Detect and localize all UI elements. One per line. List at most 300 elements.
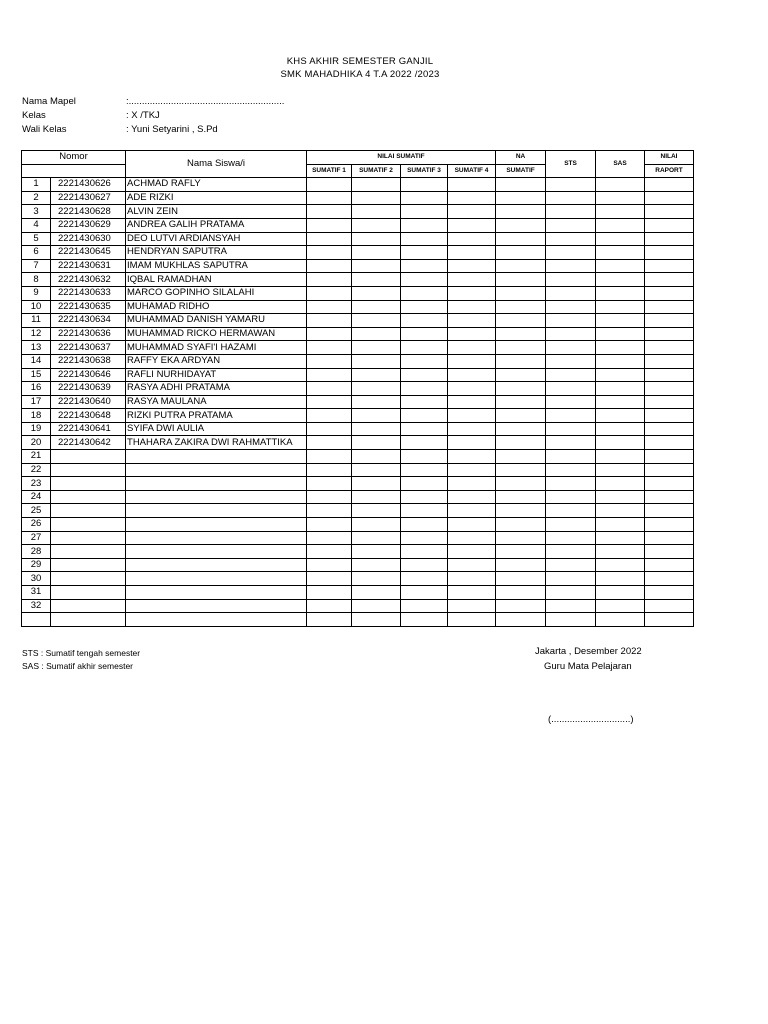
table-row — [22, 205, 694, 219]
na-sumatif-cell — [496, 531, 546, 545]
na-sumatif-cell — [496, 599, 546, 613]
sts-cell — [546, 382, 596, 396]
sts-cell — [546, 558, 596, 572]
signature-name-placeholder: (..............................) — [548, 714, 634, 725]
na-sumatif-cell — [496, 463, 546, 477]
sumatif-4-cell — [448, 558, 496, 572]
student-name: ADE RIZKI — [126, 191, 307, 205]
sumatif-4-cell — [448, 382, 496, 396]
student-nis: 2221430642 — [51, 436, 126, 450]
mapel-label: Nama Mapel — [22, 96, 76, 107]
sumatif-1-cell — [307, 178, 352, 192]
sas-cell — [596, 191, 645, 205]
sumatif-2-cell — [352, 341, 401, 355]
na-sumatif-cell — [496, 545, 546, 559]
student-nis: 2221430632 — [51, 273, 126, 287]
sumatif-3-cell — [401, 246, 448, 260]
sumatif-3-cell — [401, 314, 448, 328]
na-sumatif-cell — [496, 477, 546, 491]
sumatif-4-cell — [448, 191, 496, 205]
table-row — [22, 395, 694, 409]
sumatif-1-cell — [307, 191, 352, 205]
student-nis: 2221430628 — [51, 205, 126, 219]
student-name — [126, 545, 307, 559]
row-number: 3 — [22, 205, 51, 219]
table-row — [22, 273, 694, 287]
sas-cell — [596, 246, 645, 260]
sas-cell — [596, 545, 645, 559]
sas-cell — [596, 314, 645, 328]
row-number: 8 — [22, 273, 51, 287]
nilai-raport-cell — [645, 314, 694, 328]
sumatif-1-cell — [307, 450, 352, 464]
sas-cell — [596, 368, 645, 382]
sumatif-2-cell — [352, 314, 401, 328]
student-name: MUHAMMAD RICKO HERMAWAN — [126, 327, 307, 341]
student-nis: 2221430638 — [51, 354, 126, 368]
student-name: RASYA MAULANA — [126, 395, 307, 409]
sumatif-2-cell — [352, 599, 401, 613]
grade-table — [21, 150, 694, 627]
sumatif-3-cell — [401, 178, 448, 192]
sas-cell — [596, 205, 645, 219]
row-number: 11 — [22, 314, 51, 328]
kelas-value: : X /TKJ — [126, 110, 160, 121]
table-row — [22, 409, 694, 423]
sumatif-2-cell — [352, 477, 401, 491]
table-row — [22, 477, 694, 491]
student-name — [126, 518, 307, 532]
sts-cell — [546, 368, 596, 382]
table-row — [22, 341, 694, 355]
na-sumatif-cell — [496, 354, 546, 368]
na-sumatif-cell — [496, 382, 546, 396]
sumatif-3-cell — [401, 599, 448, 613]
table-row — [22, 300, 694, 314]
na-sumatif-cell — [496, 504, 546, 518]
sumatif-1-cell — [307, 259, 352, 273]
row-number: 22 — [22, 463, 51, 477]
student-nis: 2221430641 — [51, 422, 126, 436]
sumatif-4-cell — [448, 531, 496, 545]
sumatif-1-cell — [307, 422, 352, 436]
student-nis — [51, 613, 126, 627]
sas-cell — [596, 327, 645, 341]
table-row — [22, 436, 694, 450]
na-sumatif-cell — [496, 246, 546, 260]
mapel-value: :........................................................... — [126, 96, 285, 107]
sumatif-4-cell — [448, 286, 496, 300]
row-number: 10 — [22, 300, 51, 314]
sumatif-1-cell — [307, 436, 352, 450]
header-raport-line1: NILAI — [645, 151, 694, 165]
sumatif-2-cell — [352, 368, 401, 382]
sumatif-3-cell — [401, 504, 448, 518]
na-sumatif-cell — [496, 586, 546, 600]
na-sumatif-cell — [496, 490, 546, 504]
sumatif-1-cell — [307, 504, 352, 518]
sumatif-2-cell — [352, 259, 401, 273]
sumatif-1-cell — [307, 232, 352, 246]
kelas-label: Kelas — [22, 110, 46, 121]
sumatif-2-cell — [352, 273, 401, 287]
sas-cell — [596, 572, 645, 586]
table-row — [22, 599, 694, 613]
student-name — [126, 463, 307, 477]
student-name — [126, 450, 307, 464]
na-sumatif-cell — [496, 286, 546, 300]
student-name: HENDRYAN SAPUTRA — [126, 246, 307, 260]
sts-cell — [546, 490, 596, 504]
row-number: 24 — [22, 490, 51, 504]
sumatif-4-cell — [448, 545, 496, 559]
nilai-raport-cell — [645, 232, 694, 246]
document-subtitle: SMK MAHADHIKA 4 T.A 2022 /2023 — [280, 69, 440, 80]
sumatif-3-cell — [401, 558, 448, 572]
sas-cell — [596, 395, 645, 409]
row-number: 31 — [22, 586, 51, 600]
sumatif-3-cell — [401, 395, 448, 409]
table-row — [22, 463, 694, 477]
student-name: SYIFA DWI AULIA — [126, 422, 307, 436]
sumatif-2-cell — [352, 191, 401, 205]
student-nis: 2221430630 — [51, 232, 126, 246]
row-number: 17 — [22, 395, 51, 409]
student-nis: 2221430633 — [51, 286, 126, 300]
sumatif-1-cell — [307, 558, 352, 572]
sumatif-3-cell — [401, 273, 448, 287]
sas-cell — [596, 218, 645, 232]
signature-role: Guru Mata Pelajaran — [544, 661, 632, 672]
na-sumatif-cell — [496, 314, 546, 328]
sumatif-2-cell — [352, 246, 401, 260]
student-name: THAHARA ZAKIRA DWI RAHMATTIKA — [126, 436, 307, 450]
table-row — [22, 259, 694, 273]
student-nis — [51, 586, 126, 600]
sumatif-1-cell — [307, 572, 352, 586]
sts-cell — [546, 205, 596, 219]
student-nis: 2221430636 — [51, 327, 126, 341]
nilai-raport-cell — [645, 504, 694, 518]
sumatif-2-cell — [352, 558, 401, 572]
sumatif-2-cell — [352, 286, 401, 300]
sas-cell — [596, 477, 645, 491]
student-nis — [51, 558, 126, 572]
sumatif-4-cell — [448, 395, 496, 409]
sts-cell — [546, 613, 596, 627]
sumatif-1-cell — [307, 382, 352, 396]
sas-cell — [596, 300, 645, 314]
student-name: IMAM MUKHLAS SAPUTRA — [126, 259, 307, 273]
sumatif-2-cell — [352, 572, 401, 586]
header-sumatif-1: SUMATIF 1 — [307, 164, 352, 178]
nilai-raport-cell — [645, 477, 694, 491]
student-name — [126, 477, 307, 491]
sts-cell — [546, 300, 596, 314]
student-nis: 2221430637 — [51, 341, 126, 355]
sumatif-3-cell — [401, 205, 448, 219]
sumatif-2-cell — [352, 490, 401, 504]
sumatif-4-cell — [448, 178, 496, 192]
student-nis: 2221430635 — [51, 300, 126, 314]
student-name: ACHMAD RAFLY — [126, 178, 307, 192]
sumatif-3-cell — [401, 463, 448, 477]
nilai-raport-cell — [645, 436, 694, 450]
sts-cell — [546, 341, 596, 355]
sumatif-2-cell — [352, 586, 401, 600]
nilai-raport-cell — [645, 382, 694, 396]
sas-cell — [596, 490, 645, 504]
student-name — [126, 572, 307, 586]
na-sumatif-cell — [496, 327, 546, 341]
na-sumatif-cell — [496, 450, 546, 464]
nilai-raport-cell — [645, 558, 694, 572]
student-nis: 2221430626 — [51, 178, 126, 192]
sumatif-4-cell — [448, 422, 496, 436]
sumatif-4-cell — [448, 205, 496, 219]
student-nis: 2221430634 — [51, 314, 126, 328]
student-nis — [51, 531, 126, 545]
sumatif-3-cell — [401, 354, 448, 368]
sumatif-1-cell — [307, 599, 352, 613]
sts-cell — [546, 518, 596, 532]
sas-cell — [596, 286, 645, 300]
sts-cell — [546, 463, 596, 477]
sumatif-2-cell — [352, 422, 401, 436]
nilai-raport-cell — [645, 545, 694, 559]
sumatif-2-cell — [352, 205, 401, 219]
header-na-line2: SUMATIF — [496, 164, 546, 178]
student-nis — [51, 599, 126, 613]
nilai-raport-cell — [645, 178, 694, 192]
row-number — [22, 613, 51, 627]
nilai-raport-cell — [645, 490, 694, 504]
sumatif-4-cell — [448, 259, 496, 273]
sumatif-3-cell — [401, 518, 448, 532]
student-name — [126, 613, 307, 627]
sumatif-2-cell — [352, 327, 401, 341]
sumatif-2-cell — [352, 354, 401, 368]
sumatif-4-cell — [448, 504, 496, 518]
table-row — [22, 504, 694, 518]
nilai-raport-cell — [645, 191, 694, 205]
sts-cell — [546, 504, 596, 518]
table-row — [22, 218, 694, 232]
na-sumatif-cell — [496, 300, 546, 314]
student-nis — [51, 518, 126, 532]
sumatif-4-cell — [448, 572, 496, 586]
sumatif-2-cell — [352, 232, 401, 246]
row-number: 18 — [22, 409, 51, 423]
sts-cell — [546, 599, 596, 613]
sumatif-4-cell — [448, 463, 496, 477]
legend-sas: SAS : Sumatif akhir semester — [22, 661, 134, 671]
student-name: IQBAL RAMADHAN — [126, 273, 307, 287]
row-number: 9 — [22, 286, 51, 300]
sumatif-2-cell — [352, 409, 401, 423]
sumatif-2-cell — [352, 300, 401, 314]
table-row — [22, 246, 694, 260]
student-name — [126, 504, 307, 518]
sas-cell — [596, 273, 645, 287]
sumatif-1-cell — [307, 286, 352, 300]
sas-cell — [596, 531, 645, 545]
student-nis: 2221430645 — [51, 246, 126, 260]
na-sumatif-cell — [496, 436, 546, 450]
sts-cell — [546, 286, 596, 300]
sumatif-2-cell — [352, 450, 401, 464]
row-number: 4 — [22, 218, 51, 232]
student-nis: 2221430631 — [51, 259, 126, 273]
nilai-raport-cell — [645, 327, 694, 341]
sumatif-4-cell — [448, 450, 496, 464]
table-body — [22, 178, 694, 627]
student-name: ANDREA GALIH PRATAMA — [126, 218, 307, 232]
header-nama-siswa: Nama Siswa/i — [126, 151, 307, 178]
student-name — [126, 599, 307, 613]
sumatif-4-cell — [448, 599, 496, 613]
sumatif-1-cell — [307, 409, 352, 423]
sumatif-3-cell — [401, 300, 448, 314]
table-row — [22, 314, 694, 328]
nilai-raport-cell — [645, 450, 694, 464]
na-sumatif-cell — [496, 572, 546, 586]
sumatif-4-cell — [448, 232, 496, 246]
nilai-raport-cell — [645, 518, 694, 532]
nilai-raport-cell — [645, 572, 694, 586]
sumatif-4-cell — [448, 354, 496, 368]
na-sumatif-cell — [496, 368, 546, 382]
sts-cell — [546, 450, 596, 464]
row-number: 1 — [22, 178, 51, 192]
sumatif-1-cell — [307, 341, 352, 355]
row-number: 7 — [22, 259, 51, 273]
sts-cell — [546, 395, 596, 409]
sumatif-3-cell — [401, 450, 448, 464]
header-sumatif-4: SUMATIF 4 — [448, 164, 496, 178]
student-name — [126, 490, 307, 504]
sumatif-3-cell — [401, 436, 448, 450]
sumatif-3-cell — [401, 341, 448, 355]
sumatif-2-cell — [352, 382, 401, 396]
sumatif-2-cell — [352, 436, 401, 450]
sumatif-2-cell — [352, 613, 401, 627]
row-number: 28 — [22, 545, 51, 559]
na-sumatif-cell — [496, 178, 546, 192]
student-nis — [51, 450, 126, 464]
sts-cell — [546, 572, 596, 586]
sts-cell — [546, 409, 596, 423]
sumatif-1-cell — [307, 314, 352, 328]
nilai-raport-cell — [645, 409, 694, 423]
header-sts: STS — [546, 151, 596, 178]
sts-cell — [546, 246, 596, 260]
header-nilai-sumatif: NILAI SUMATIF — [307, 151, 496, 165]
na-sumatif-cell — [496, 191, 546, 205]
header-sas: SAS — [596, 151, 645, 178]
sumatif-1-cell — [307, 477, 352, 491]
student-nis: 2221430640 — [51, 395, 126, 409]
student-name: MARCO GOPINHO SILALAHI — [126, 286, 307, 300]
sumatif-2-cell — [352, 178, 401, 192]
signature-place-date: Jakarta , Desember 2022 — [535, 646, 642, 657]
row-number: 26 — [22, 518, 51, 532]
document-title: KHS AKHIR SEMESTER GANJIL — [286, 56, 434, 67]
row-number: 27 — [22, 531, 51, 545]
nilai-raport-cell — [645, 273, 694, 287]
sumatif-1-cell — [307, 531, 352, 545]
nilai-raport-cell — [645, 463, 694, 477]
sts-cell — [546, 477, 596, 491]
sts-cell — [546, 422, 596, 436]
sumatif-4-cell — [448, 586, 496, 600]
student-nis: 2221430629 — [51, 218, 126, 232]
nilai-raport-cell — [645, 368, 694, 382]
sas-cell — [596, 409, 645, 423]
student-name: ALVIN ZEIN — [126, 205, 307, 219]
na-sumatif-cell — [496, 518, 546, 532]
sumatif-4-cell — [448, 368, 496, 382]
table-row — [22, 586, 694, 600]
sumatif-1-cell — [307, 327, 352, 341]
na-sumatif-cell — [496, 218, 546, 232]
row-number: 23 — [22, 477, 51, 491]
sumatif-3-cell — [401, 422, 448, 436]
student-nis: 2221430639 — [51, 382, 126, 396]
sts-cell — [546, 545, 596, 559]
header-raport-line2: RAPORT — [645, 164, 694, 178]
table-row — [22, 558, 694, 572]
table-row — [22, 518, 694, 532]
sas-cell — [596, 504, 645, 518]
sumatif-4-cell — [448, 218, 496, 232]
nilai-raport-cell — [645, 341, 694, 355]
table-row — [22, 572, 694, 586]
nilai-raport-cell — [645, 246, 694, 260]
table-row — [22, 382, 694, 396]
sumatif-3-cell — [401, 191, 448, 205]
sumatif-4-cell — [448, 341, 496, 355]
sas-cell — [596, 422, 645, 436]
sumatif-3-cell — [401, 327, 448, 341]
table-row — [22, 368, 694, 382]
na-sumatif-cell — [496, 422, 546, 436]
sumatif-1-cell — [307, 395, 352, 409]
row-number: 15 — [22, 368, 51, 382]
student-nis — [51, 504, 126, 518]
table-row — [22, 327, 694, 341]
sts-cell — [546, 273, 596, 287]
table-row — [22, 286, 694, 300]
sas-cell — [596, 463, 645, 477]
na-sumatif-cell — [496, 341, 546, 355]
sumatif-4-cell — [448, 246, 496, 260]
sas-cell — [596, 518, 645, 532]
na-sumatif-cell — [496, 273, 546, 287]
sumatif-3-cell — [401, 259, 448, 273]
sumatif-3-cell — [401, 232, 448, 246]
sts-cell — [546, 178, 596, 192]
table-row — [22, 354, 694, 368]
nilai-raport-cell — [645, 422, 694, 436]
sas-cell — [596, 586, 645, 600]
row-number: 32 — [22, 599, 51, 613]
student-nis: 2221430627 — [51, 191, 126, 205]
student-name — [126, 586, 307, 600]
nilai-raport-cell — [645, 205, 694, 219]
row-number: 25 — [22, 504, 51, 518]
na-sumatif-cell — [496, 259, 546, 273]
